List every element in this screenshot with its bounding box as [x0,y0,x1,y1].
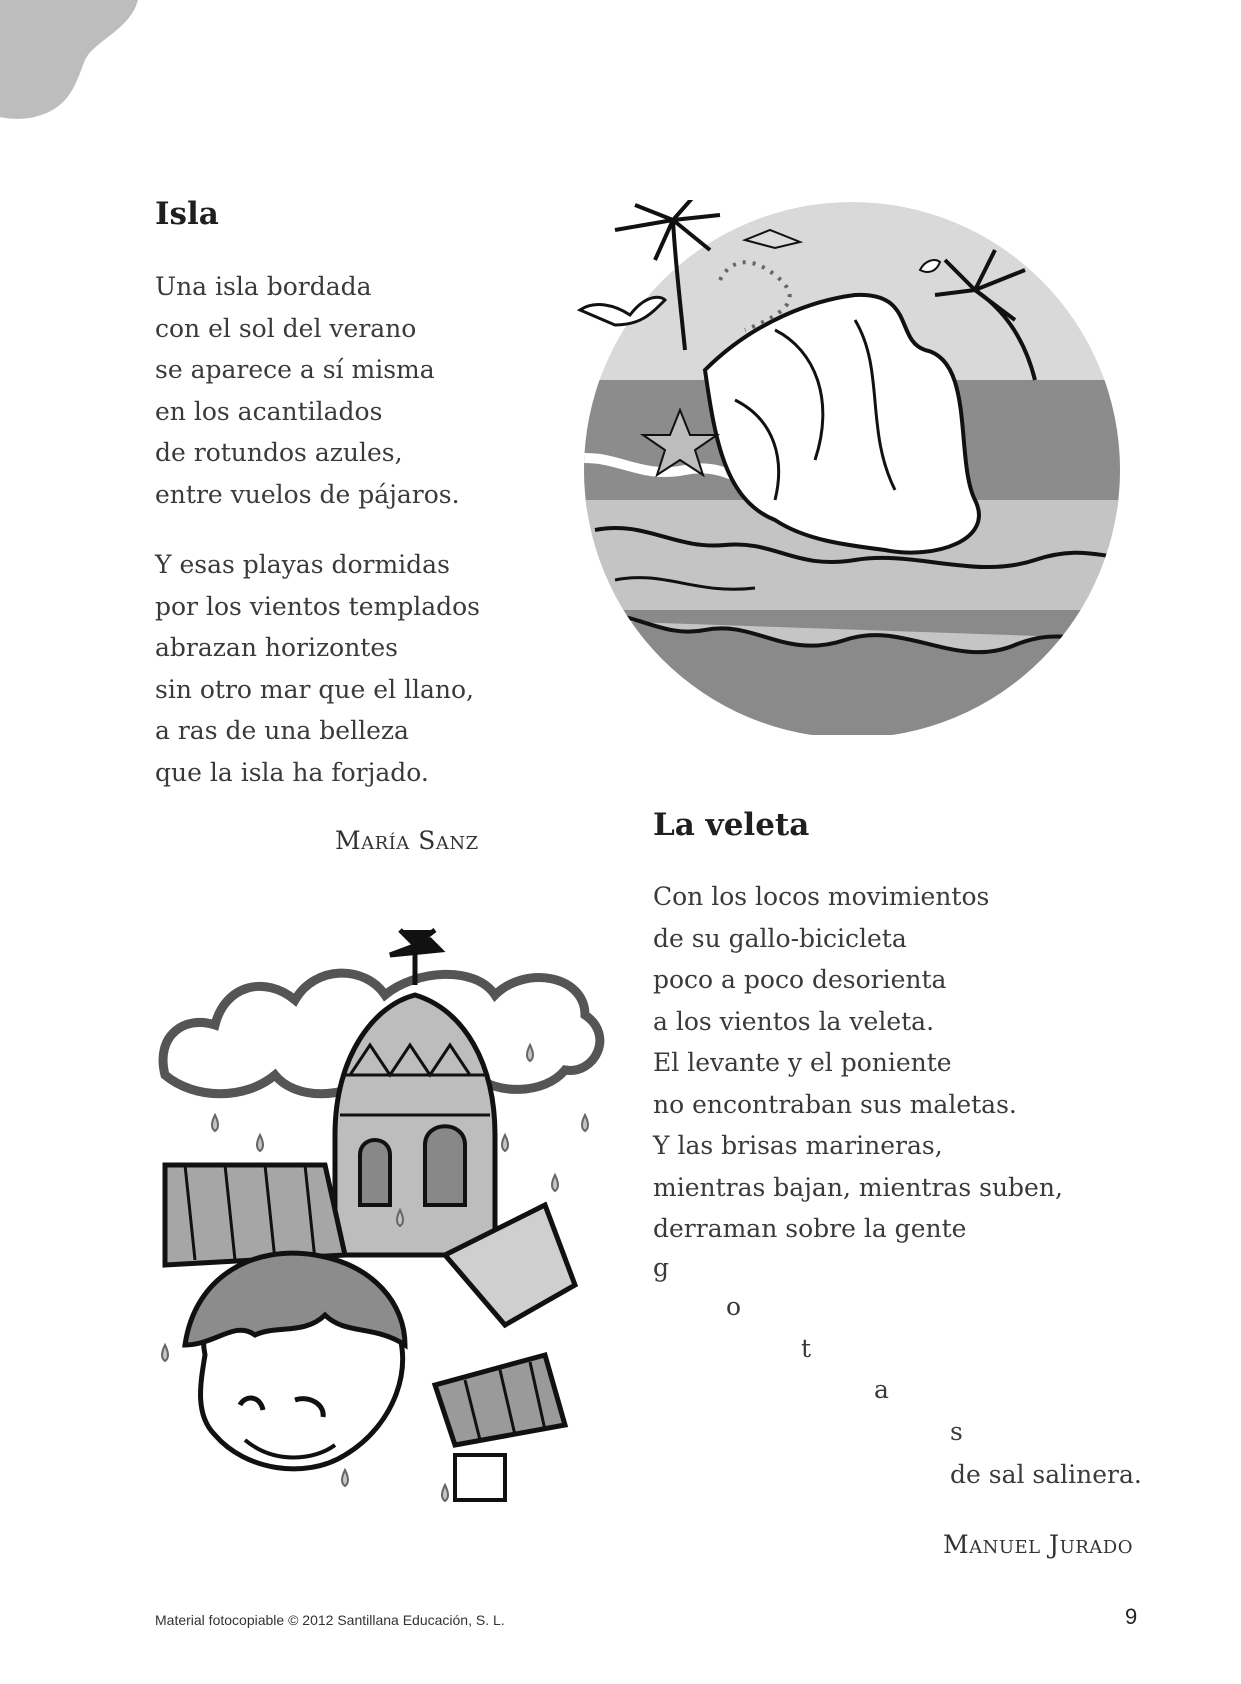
falling-letter: t [801,1334,812,1363]
poem-title-isla: Isla [155,196,219,232]
poem-line: se aparece a sí misma [155,355,435,384]
poem-line: sin otro mar que el llano, [155,674,475,704]
poem-line: Con los locos movimientos [653,882,990,911]
poem-line: Y esas playas dormidas [155,550,450,579]
poem-line: Y las brisas marineras, [653,1131,943,1160]
copyright-footer: Material fotocopiable © 2012 Santillana Educación, S. L. [155,1612,505,1628]
weathervane-illustration [145,925,615,1550]
falling-letter: s [950,1417,963,1446]
poem-line: con el sol del verano [155,313,417,343]
poem-author-manuel-jurado: Manuel Jurado [943,1530,1133,1559]
poem-line: en los acantilados [155,396,383,426]
poem-line: a los vientos la veleta. [653,1006,935,1036]
poem-line: poco a poco desorienta [653,965,947,994]
island-illustration [555,200,1150,735]
poem-line: de rotundos azules, [155,438,403,467]
poem-line: abrazan horizontes [155,633,398,662]
poem-line: no encontraban sus maletas. [653,1089,1017,1119]
poem-title-la-veleta: La veleta [653,807,810,843]
poem-author-maria-sanz: María Sanz [335,826,479,855]
falling-letter: g [653,1253,670,1282]
page-number: 9 [1125,1604,1138,1629]
falling-letter: a [874,1375,889,1404]
poem-line: de su gallo-bicicleta [653,923,907,953]
poem-line: que la isla ha forjado. [155,757,429,787]
poem-line: El levante y el poniente [653,1048,952,1077]
poem-isla-stanza-1 [155,266,460,515]
poem-last-line: de sal salinera. [950,1460,1142,1489]
poem-line: mientras bajan, mientras suben, [653,1172,1063,1202]
poem-line: entre vuelos de pájaros. [155,479,460,509]
poem-isla-stanza-2 [155,544,480,793]
falling-letter: o [726,1292,742,1321]
poem-line: a ras de una belleza [155,716,409,745]
corner-tab-decoration [0,0,140,120]
poem-line: derraman sobre la gente [653,1214,967,1243]
poem-veleta-stanza [653,876,1063,1250]
poem-line: por los vientos templados [155,591,480,621]
poem-line: Una isla bordada [155,272,372,301]
